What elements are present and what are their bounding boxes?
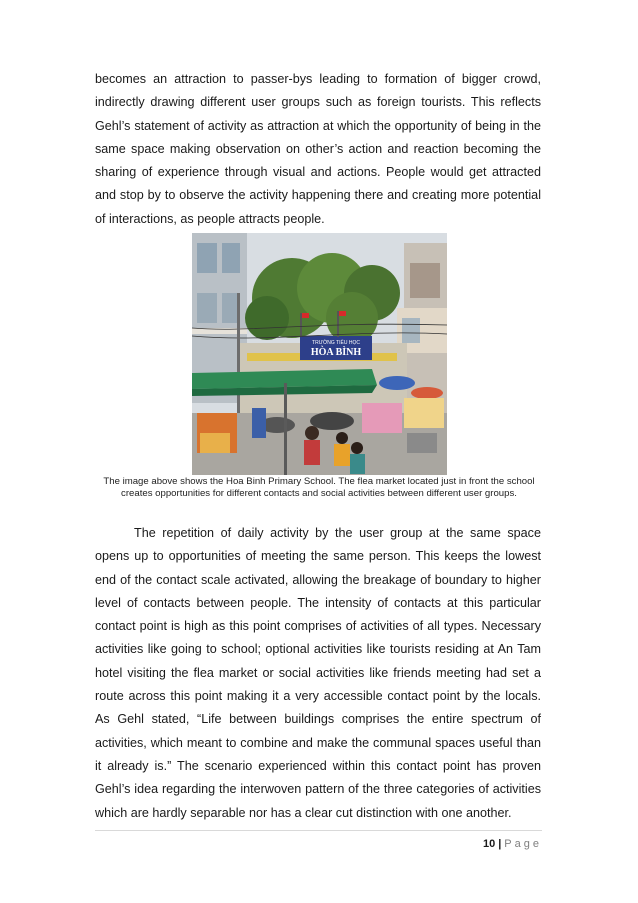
page-number: 10 <box>482 838 496 850</box>
footer-separator: | <box>498 838 502 850</box>
page-footer <box>483 838 542 850</box>
body-paragraph-1: becomes an attraction to passer-bys leading to formation of bigger crowd, indirectly drawing different user groups such as foreign tourists. This reflects Gehl’s statement of activity as attraction at which the opportunity of being in the same space making observation on other’s action and reaction becoming the sharing of experience through visual and actions. People would get attracted and stop by to observe the activity happening there and creating more potential of interactions, as people attracts people. <box>95 72 541 226</box>
sign-main-text: HÒA BÌNH <box>310 347 362 358</box>
figure-caption: The image above shows the Hoa Binh Primary School. The flea market located just in front the school creates opportunities for different contacts and social activities between different user groups. <box>103 476 535 500</box>
page-label: Page <box>504 838 542 850</box>
sign-small-text: TRƯỜNG TIỂU HỌC <box>312 340 360 346</box>
body-paragraph-2-text: The repetition of daily activity by the user group at the same space opens up to opportunities of meeting the same person. This keeps the lowest end of the contact scale activated, allowing the breakage of boundary to higher level of contacts between people. The intensity of contacts at this particular contact point is high as this point comprises of activities of all types. Necessary activities like going to school; optional activities like tourists residing at An Tam hotel visiting the flea market or social activities like friends meeting had set a route across this point making it a very accessible contact point by the locals. As Gehl stated, “Life between buildings comprises the entire spectrum of activities, which meant to combine and make the communal spaces useful than it already is.” The scenario experienced within this contact point has proven Gehl’s idea regarding the interwoven pattern of the three categories of activities which are hardly separable nor has a clear cut distinction with one another. <box>95 526 541 820</box>
hoa-binh-school-photo <box>192 233 447 475</box>
body-paragraph-2 <box>95 522 541 825</box>
footer-rule <box>95 830 542 831</box>
